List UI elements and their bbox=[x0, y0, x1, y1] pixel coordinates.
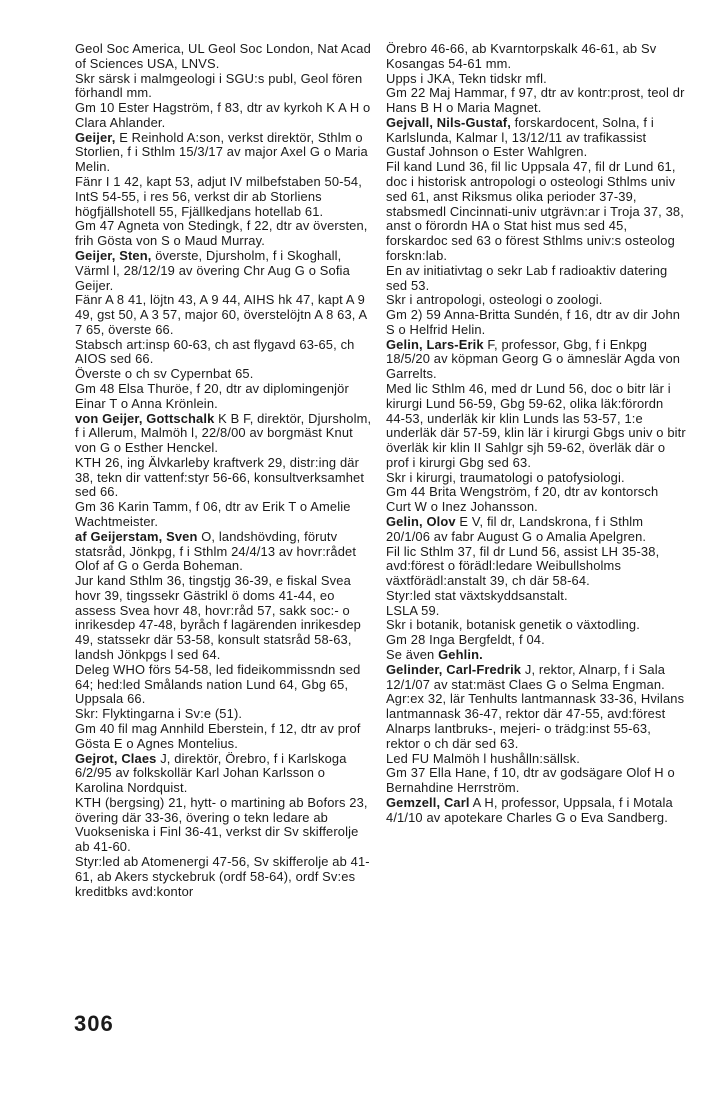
page-number: 306 bbox=[74, 1011, 114, 1036]
register-entry bbox=[75, 500, 373, 530]
register-entry bbox=[75, 722, 373, 752]
entry-text: Styr:led ab Atomenergi 47-56, Sv skifferolje ab 41-61, ab Akers styckebruk (ordf 58-64), ordf Sv:es kreditbks avd:kontor bbox=[75, 853, 370, 899]
entry-text: K B F, direktör, Djursholm, f i Allerum, Malmöh l, 22/8/00 av borgmäst Knut von G o Esther Henckel. bbox=[75, 410, 372, 456]
register-entry bbox=[386, 545, 686, 589]
entry-text: Med lic Sthlm 46, med dr Lund 56, doc o bitr lär i kirurgi Lund 56-59, Gbg 59-62, olika läk:förordn 44-53, underläk kir klin Lunds las 53-57, 1:e underläk där 57-59, klin lär i kirurgi Gbgs univ o bitr överläk kir klin II Sahlgr sjh 59-62, överläk där o prof i kirurgi Gbg sed 63. bbox=[386, 380, 686, 470]
register-entry bbox=[75, 249, 373, 293]
entry-name: Geijer, bbox=[75, 129, 116, 145]
entry-text: Jur kand Sthlm 36, tingstjg 36-39, e fiskal Svea hovr 39, tingssekr Gästrikl ö doms 41-44, eo assess Svea hovr 48, hovr:råd 57, sakk soc:- o inrikesdep 47-48, byråch f lagärenden inrikesdep 49, statssekr där 53-58, konsult statsråd 58-63, landsh Jönkpgs l sed 64. bbox=[75, 573, 361, 663]
entry-text: forskardocent, Solna, f i Karlslunda, Kalmar l, 13/12/11 av trafikassist Gustaf Johnson o Ester Wahlgren. bbox=[386, 114, 654, 160]
entry-text: Gm 40 fil mag Annhild Eberstein, f 12, dtr av prof Gösta E o Agnes Montelius. bbox=[75, 720, 361, 751]
entry-name: af Geijerstam, Sven bbox=[75, 528, 198, 544]
register-entry bbox=[386, 648, 686, 663]
register-entry bbox=[75, 367, 373, 382]
register-entry bbox=[386, 471, 686, 486]
entry-text: Gm 2) 59 Anna-Britta Sundén, f 16, dtr av dir John S o Helfrid Helin. bbox=[386, 307, 681, 337]
register-entry bbox=[75, 175, 373, 219]
entry-text: Gm 10 Ester Hagström, f 83, dtr av kyrkoh K A H o Clara Ahlander. bbox=[75, 100, 371, 130]
register-entry bbox=[386, 515, 686, 545]
entry-text: Gm 47 Agneta von Stedingk, f 22, dtr av översten, frih Gösta von S o Maud Murray. bbox=[75, 218, 368, 249]
register-entry bbox=[386, 160, 686, 263]
register-entry bbox=[386, 308, 686, 338]
register-entry bbox=[386, 633, 686, 648]
entry-text: Upps i JKA, Tekn tidskr mfl. bbox=[386, 70, 547, 86]
entry-text: KTH (bergsing) 21, hytt- o martining ab Bofors 23, övering där 33-36, övering o tekn ledare ab Vuokseniska i Finl 36-41, verkst dir Sv skifferolje ab 41-60. bbox=[75, 794, 368, 855]
register-entry bbox=[75, 131, 373, 175]
entry-name: Gemzell, Carl bbox=[386, 794, 470, 810]
entry-text: Stabsch art:insp 60-63, ch ast flygavd 63-65, ch AIOS sed 66. bbox=[75, 336, 355, 367]
entry-text: Skr: Flyktingarna i Sv:e (51). bbox=[75, 706, 243, 722]
entry-text: KTH 26, ing Älvkarleby kraftverk 29, distr:ing där 38, tekn dir vattenf:styr 56-66, konsultverksamhet sed 66. bbox=[75, 454, 365, 500]
entry-text: Gm 48 Elsa Thuröe, f 20, dtr av diplomingenjör Einar T o Anna Krönlein. bbox=[75, 380, 349, 411]
register-entry bbox=[386, 692, 686, 751]
register-entry bbox=[75, 663, 373, 707]
register-entry bbox=[75, 707, 373, 722]
entry-text: Örebro 46-66, ab Kvarntorpskalk 46-61, ab Sv Kosangas 54-61 mm. bbox=[386, 41, 657, 71]
register-entry bbox=[386, 589, 686, 604]
entry-text: Led FU Malmöh l hushålln:sällsk. bbox=[386, 750, 580, 766]
register-entry bbox=[386, 796, 686, 826]
register-entry bbox=[75, 752, 373, 796]
register-entry bbox=[75, 101, 373, 131]
register-entry bbox=[386, 663, 686, 693]
entry-text: Fänr A 8 41, löjtn 43, A 9 44, AIHS hk 47, kapt A 9 49, gst 50, A 3 57, major 60, överstelöjtn A 8 63, A 7 65, överste 66. bbox=[75, 292, 367, 337]
register-entry bbox=[386, 604, 686, 619]
entry-text: Fil kand Lund 36, fil lic Uppsala 47, fil dr Lund 61, doc i historisk antropologi o osteologi Sthlms univ sed 61, anst Riksmus olika perioder 37-39, stabsmedl Cincinnati-univ utgrävn:ar i Troja 37, 38, anst o förordn HA o Stat hist mus sed 45, forskardoc sed 63 o förest Sthlms univ:s osteolog forskn:lab. bbox=[386, 159, 684, 263]
entry-text: J, rektor, Alnarp, f i Sala 12/1/07 av stat:mäst Claes G o Selma Engman. bbox=[386, 661, 666, 692]
entry-name: Geijer, Sten, bbox=[75, 247, 152, 263]
register-entry bbox=[75, 338, 373, 368]
entry-text: Skr i botanik, botanisk genetik o växtodling. bbox=[386, 617, 640, 633]
entry-text: A H, professor, Uppsala, f i Motala 4/1/10 av apotekare Charles G o Eva Sandberg. bbox=[386, 794, 673, 825]
entry-name: Gejvall, Nils-Gustaf, bbox=[386, 114, 511, 130]
register-entry bbox=[75, 855, 373, 899]
entry-text: LSLA 59. bbox=[386, 602, 440, 618]
entry-text: Gm 37 Ella Hane, f 10, dtr av godsägare Olof H o Bernahdine Herrström. bbox=[386, 765, 675, 796]
entry-text: Se även bbox=[386, 647, 439, 663]
entry-text: J, direktör, Örebro, f i Karlskoga 6/2/95 av folkskollär Karl Johan Karlsson o Karolina Nordquist. bbox=[75, 750, 347, 796]
entry-name: Gelin, Lars-Erik bbox=[386, 336, 484, 352]
register-entry bbox=[386, 86, 686, 116]
register-entry bbox=[75, 219, 373, 249]
entry-text: Gm 22 Maj Hammar, f 97, dtr av kontr:prost, teol dr Hans B H o Maria Magnet. bbox=[386, 85, 685, 116]
register-entry bbox=[386, 264, 686, 294]
entry-text: F, professor, Gbg, f i Enkpg 18/5/20 av köpman Georg G o ämneslär Agda von Garrelts. bbox=[386, 336, 681, 382]
entry-text: Skr i antropologi, osteologi o zoologi. bbox=[386, 292, 603, 308]
right-column bbox=[386, 42, 686, 825]
register-entry bbox=[75, 530, 373, 574]
entry-text: Gm 44 Brita Wengström, f 20, dtr av kontorsch Curt W o Inez Johansson. bbox=[386, 484, 659, 515]
register-entry bbox=[386, 382, 686, 471]
entry-text: Fänr I 1 42, kapt 53, adjut IV milbefstaben 50-54, IntS 54-55, i res 56, verkst dir ab Storliens högfjällshotell 55, Fjällkedjans hotellab 61. bbox=[75, 174, 362, 219]
entry-name: von Geijer, Gottschalk bbox=[75, 410, 215, 426]
entry-text: Deleg WHO förs 54-58, led fideikommissndn sed 64; hed:led Smålands nation Lund 64, Gbg 65, Uppsala 66. bbox=[75, 661, 361, 707]
register-entry bbox=[386, 766, 686, 796]
register-entry bbox=[386, 485, 686, 515]
register-entry bbox=[386, 293, 686, 308]
register-entry bbox=[386, 116, 686, 160]
register-entry bbox=[75, 42, 373, 72]
entry-text: Gm 36 Karin Tamm, f 06, dtr av Erik T o Amelie Wachtmeister. bbox=[75, 499, 351, 529]
register-entry bbox=[75, 293, 373, 337]
entry-name: Gejrot, Claes bbox=[75, 750, 157, 766]
entry-name: Gehlin. bbox=[438, 647, 483, 663]
entry-text: Geol Soc America, UL Geol Soc London, Nat Acad of Sciences USA, LNVS. bbox=[75, 41, 371, 71]
register-entry bbox=[386, 42, 686, 72]
entry-text: överste, Djursholm, f i Skoghall, Värml l, 28/12/19 av övering Chr Aug G o Sofia Geijer. bbox=[75, 247, 350, 293]
register-entry bbox=[386, 338, 686, 382]
entry-name: Gelinder, Carl-Fredrik bbox=[386, 661, 522, 677]
register-entry bbox=[386, 752, 686, 767]
register-entry bbox=[75, 456, 373, 500]
entry-text: E Reinhold A:son, verkst direktör, Sthlm o Storlien, f i Sthlm 15/3/17 av major Axel G o Maria Melin. bbox=[75, 129, 368, 175]
entry-text: En av initiativtag o sekr Lab f radioaktiv datering sed 53. bbox=[386, 262, 668, 293]
entry-text: Fil lic Sthlm 37, fil dr Lund 56, assist LH 35-38, avd:förest o förädl:ledare Weibullsholms växtförädl:anstalt 39, ch där 58-64. bbox=[386, 543, 660, 589]
register-entry bbox=[75, 796, 373, 855]
entry-text: E V, fil dr, Landskrona, f i Sthlm 20/1/06 av fabr August G o Amalia Apelgren. bbox=[386, 514, 647, 544]
register-entry bbox=[75, 72, 373, 102]
register-entry bbox=[75, 382, 373, 412]
left-column bbox=[75, 42, 373, 899]
entry-text: Skr särsk i malmgeologi i SGU:s publ, Geol fören förhandl mm. bbox=[75, 70, 363, 101]
entry-text: O, landshövding, förutv statsråd, Jönkpg, f i Sthlm 24/4/13 av hovr:rådet Olof af G o Gerda Boheman. bbox=[75, 528, 357, 574]
register-entry bbox=[386, 618, 686, 633]
register-entry bbox=[75, 574, 373, 663]
entry-name: Gelin, Olov bbox=[386, 514, 456, 529]
entry-text: Styr:led stat växtskyddsanstalt. bbox=[386, 587, 568, 603]
register-entry bbox=[75, 412, 373, 456]
entry-text: Agr:ex 32, lär Tenhults lantmannask 33-36, Hvilans lantmannask 36-47, rektor där 47-55, avd:förest Alnarps lantbruks-, mejeri- o trädg:inst 55-63, rektor o ch där sed 63. bbox=[386, 691, 685, 751]
entry-text: Gm 28 Inga Bergfeldt, f 04. bbox=[386, 632, 545, 648]
entry-text: Skr i kirurgi, traumatologi o patofysiologi. bbox=[386, 469, 625, 485]
entry-text: Överste o ch sv Cypernbat 65. bbox=[75, 366, 254, 382]
register-entry bbox=[386, 72, 686, 87]
